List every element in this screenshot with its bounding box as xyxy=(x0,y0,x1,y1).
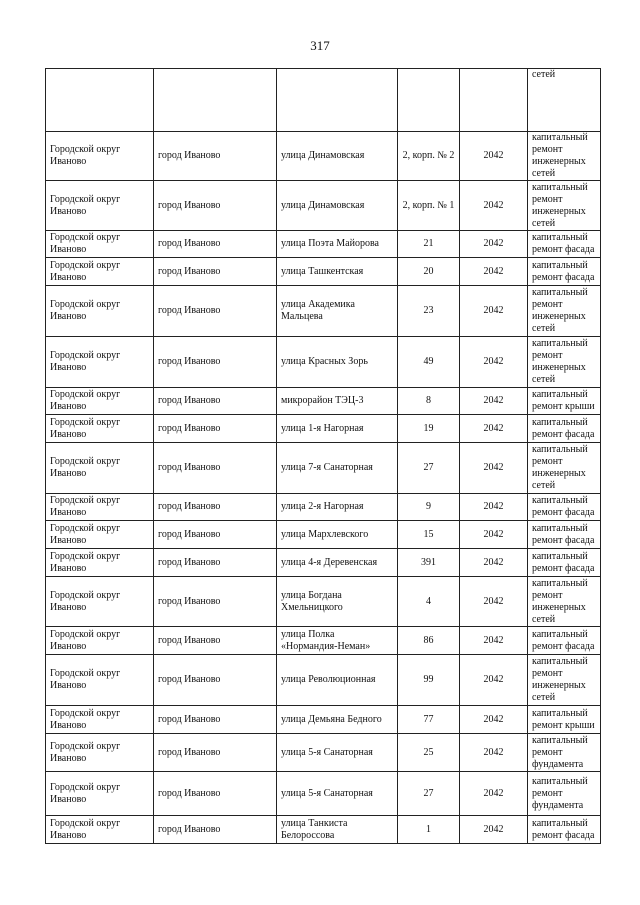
table-row xyxy=(46,734,601,772)
cell-district: Городской округ Иваново xyxy=(46,443,154,494)
cell-work: капитальный ремонт фасада xyxy=(528,494,601,521)
cell-city: город Иваново xyxy=(154,443,277,494)
cell-street xyxy=(277,69,398,132)
table-row xyxy=(46,415,601,443)
cell-street: улица Динамовская xyxy=(277,181,398,231)
table-row xyxy=(46,706,601,734)
cell-year: 2042 xyxy=(460,286,528,337)
cell-district: Городской округ Иваново xyxy=(46,231,154,258)
cell-work: капитальный ремонт инженерных сетей xyxy=(528,337,601,388)
cell-district xyxy=(46,69,154,132)
table-row xyxy=(46,388,601,415)
cell-year: 2042 xyxy=(460,494,528,521)
table-row xyxy=(46,549,601,577)
cell-house: 21 xyxy=(398,231,460,258)
cell-district: Городской округ Иваново xyxy=(46,132,154,181)
cell-street: микрорайон ТЭЦ-3 xyxy=(277,388,398,415)
cell-year: 2042 xyxy=(460,816,528,844)
cell-street: улица Революционная xyxy=(277,655,398,706)
cell-street: улица Танкиста Белороссова xyxy=(277,816,398,844)
cell-district: Городской округ Иваново xyxy=(46,388,154,415)
cell-district: Городской округ Иваново xyxy=(46,494,154,521)
cell-year: 2042 xyxy=(460,415,528,443)
cell-work: капитальный ремонт фасада xyxy=(528,415,601,443)
cell-city: город Иваново xyxy=(154,494,277,521)
cell-district: Городской округ Иваново xyxy=(46,655,154,706)
cell-year: 2042 xyxy=(460,627,528,655)
cell-work: капитальный ремонт инженерных сетей xyxy=(528,132,601,181)
cell-city: город Иваново xyxy=(154,734,277,772)
table-row-continued xyxy=(46,69,601,132)
cell-work: капитальный ремонт фундамента xyxy=(528,734,601,772)
cell-house: 27 xyxy=(398,772,460,816)
cell-year: 2042 xyxy=(460,772,528,816)
cell-district: Городской округ Иваново xyxy=(46,577,154,627)
cell-house: 99 xyxy=(398,655,460,706)
cell-city: город Иваново xyxy=(154,521,277,549)
cell-city: город Иваново xyxy=(154,655,277,706)
cell-city: город Иваново xyxy=(154,231,277,258)
housing-repair-table xyxy=(45,68,601,844)
table-body xyxy=(46,69,601,844)
cell-district: Городской округ Иваново xyxy=(46,549,154,577)
cell-year: 2042 xyxy=(460,337,528,388)
table-row xyxy=(46,521,601,549)
cell-district: Городской округ Иваново xyxy=(46,816,154,844)
cell-city: город Иваново xyxy=(154,181,277,231)
table-row xyxy=(46,286,601,337)
cell-house: 2, корп. № 1 xyxy=(398,181,460,231)
cell-street: улица Богдана Хмельницкого xyxy=(277,577,398,627)
cell-year: 2042 xyxy=(460,706,528,734)
cell-street: улица Мархлевского xyxy=(277,521,398,549)
cell-city: город Иваново xyxy=(154,772,277,816)
cell-street: улица Динамовская xyxy=(277,132,398,181)
cell-house: 391 xyxy=(398,549,460,577)
cell-district: Городской округ Иваново xyxy=(46,286,154,337)
cell-house: 86 xyxy=(398,627,460,655)
cell-work: капитальный ремонт инженерных сетей xyxy=(528,286,601,337)
cell-work: капитальный ремонт инженерных сетей xyxy=(528,181,601,231)
cell-work: капитальный ремонт фасада xyxy=(528,521,601,549)
cell-year: 2042 xyxy=(460,181,528,231)
cell-work: сетей xyxy=(528,69,601,132)
cell-work: капитальный ремонт крыши xyxy=(528,388,601,415)
cell-work: капитальный ремонт инженерных сетей xyxy=(528,577,601,627)
cell-city: город Иваново xyxy=(154,549,277,577)
page-number: 317 xyxy=(310,38,330,53)
cell-year: 2042 xyxy=(460,388,528,415)
cell-house: 9 xyxy=(398,494,460,521)
cell-city: город Иваново xyxy=(154,816,277,844)
table-row xyxy=(46,337,601,388)
cell-district: Городской округ Иваново xyxy=(46,258,154,286)
cell-street: улица 7-я Санаторная xyxy=(277,443,398,494)
cell-year: 2042 xyxy=(460,655,528,706)
cell-year: 2042 xyxy=(460,258,528,286)
cell-work: капитальный ремонт крыши xyxy=(528,706,601,734)
cell-street: улица Ташкентская xyxy=(277,258,398,286)
cell-house: 2, корп. № 2 xyxy=(398,132,460,181)
cell-district: Городской округ Иваново xyxy=(46,627,154,655)
cell-work: капитальный ремонт фундамента xyxy=(528,772,601,816)
cell-year: 2042 xyxy=(460,577,528,627)
cell-house: 25 xyxy=(398,734,460,772)
cell-city: город Иваново xyxy=(154,286,277,337)
cell-year xyxy=(460,69,528,132)
table-row xyxy=(46,772,601,816)
cell-house: 1 xyxy=(398,816,460,844)
cell-city: город Иваново xyxy=(154,627,277,655)
cell-house: 49 xyxy=(398,337,460,388)
cell-district: Городской округ Иваново xyxy=(46,706,154,734)
cell-street: улица Академика Мальцева xyxy=(277,286,398,337)
cell-year: 2042 xyxy=(460,549,528,577)
cell-street: улица Демьяна Бедного xyxy=(277,706,398,734)
cell-work: капитальный ремонт инженерных сетей xyxy=(528,655,601,706)
cell-district: Городской округ Иваново xyxy=(46,521,154,549)
cell-house: 77 xyxy=(398,706,460,734)
cell-city: город Иваново xyxy=(154,706,277,734)
cell-city xyxy=(154,69,277,132)
cell-house: 20 xyxy=(398,258,460,286)
cell-street: улица 5-я Санаторная xyxy=(277,772,398,816)
cell-year: 2042 xyxy=(460,734,528,772)
cell-year: 2042 xyxy=(460,132,528,181)
cell-city: город Иваново xyxy=(154,258,277,286)
cell-work: капитальный ремонт фасада xyxy=(528,549,601,577)
cell-street: улица Поэта Майорова xyxy=(277,231,398,258)
cell-work: капитальный ремонт фасада xyxy=(528,231,601,258)
table-row xyxy=(46,181,601,231)
cell-district: Городской округ Иваново xyxy=(46,337,154,388)
table-row xyxy=(46,443,601,494)
table-row xyxy=(46,816,601,844)
cell-street: улица Полка «Нормандия-Неман» xyxy=(277,627,398,655)
cell-house: 23 xyxy=(398,286,460,337)
cell-district: Городской округ Иваново xyxy=(46,181,154,231)
cell-street: улица 1-я Нагорная xyxy=(277,415,398,443)
cell-city: город Иваново xyxy=(154,132,277,181)
cell-house: 19 xyxy=(398,415,460,443)
cell-work: капитальный ремонт инженерных сетей xyxy=(528,443,601,494)
cell-city: город Иваново xyxy=(154,337,277,388)
cell-house: 15 xyxy=(398,521,460,549)
table-row xyxy=(46,577,601,627)
cell-work: капитальный ремонт фасада xyxy=(528,258,601,286)
cell-district: Городской округ Иваново xyxy=(46,772,154,816)
table-row xyxy=(46,258,601,286)
cell-city: город Иваново xyxy=(154,415,277,443)
table-row xyxy=(46,132,601,181)
cell-district: Городской округ Иваново xyxy=(46,734,154,772)
cell-house: 27 xyxy=(398,443,460,494)
cell-house: 8 xyxy=(398,388,460,415)
cell-house: 4 xyxy=(398,577,460,627)
cell-year: 2042 xyxy=(460,521,528,549)
cell-house xyxy=(398,69,460,132)
cell-street: улица Красных Зорь xyxy=(277,337,398,388)
cell-work: капитальный ремонт фасада xyxy=(528,627,601,655)
table-row xyxy=(46,627,601,655)
table-row xyxy=(46,494,601,521)
cell-street: улица 4-я Деревенская xyxy=(277,549,398,577)
cell-district: Городской округ Иваново xyxy=(46,415,154,443)
cell-year: 2042 xyxy=(460,231,528,258)
cell-street: улица 2-я Нагорная xyxy=(277,494,398,521)
table-row xyxy=(46,231,601,258)
cell-year: 2042 xyxy=(460,443,528,494)
table-row xyxy=(46,655,601,706)
cell-work: капитальный ремонт фасада xyxy=(528,816,601,844)
cell-city: город Иваново xyxy=(154,577,277,627)
cell-city: город Иваново xyxy=(154,388,277,415)
cell-street: улица 5-я Санаторная xyxy=(277,734,398,772)
